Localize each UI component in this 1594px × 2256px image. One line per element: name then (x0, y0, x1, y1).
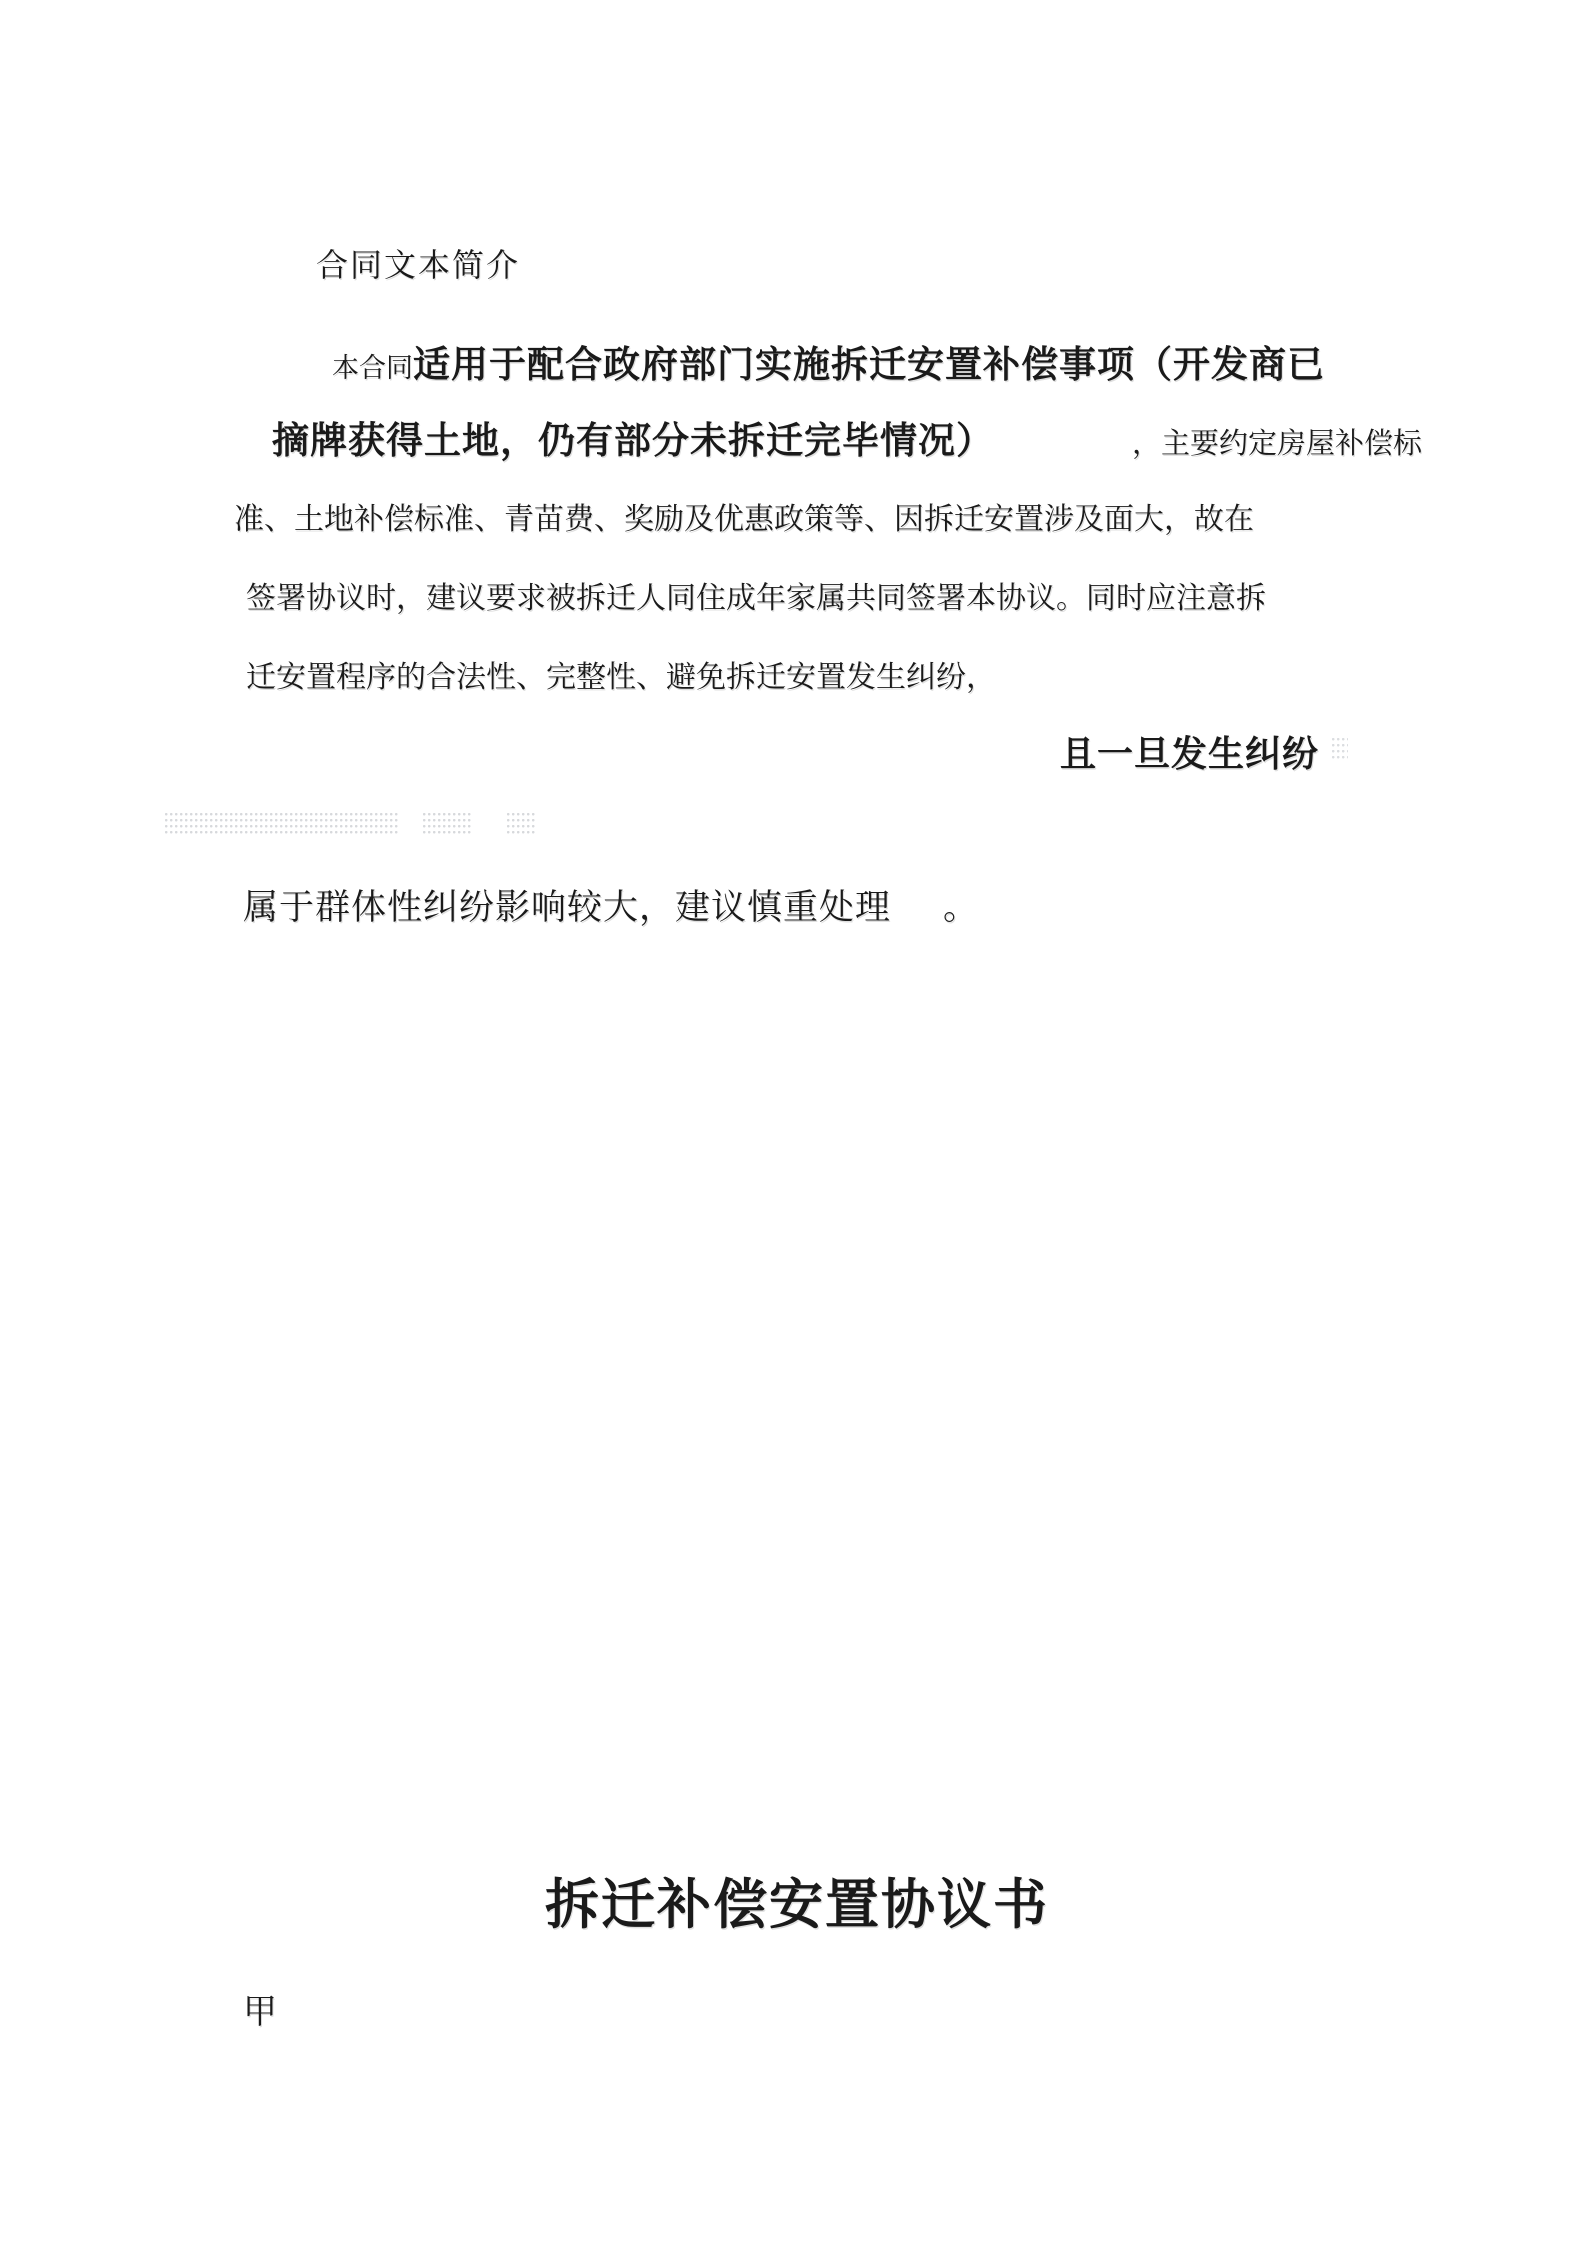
paragraph-line-1-large-text: 适用于配合政府部门实施拆迁安置补偿事项（开发商已 (413, 344, 1325, 385)
paragraph-line-1 (332, 334, 1325, 388)
paragraph-line-7-text: 属于群体性纠纷影响较大，建议慎重处理 (243, 888, 892, 927)
inline-gap (473, 813, 507, 837)
intro-title: 合同文本简介 (316, 247, 521, 283)
paragraph-line-2-small-text: ，主要约定房屋补偿标 (1132, 428, 1423, 460)
faint-text-segment (507, 813, 535, 837)
inline-gap (400, 813, 423, 837)
faint-text-segment (165, 813, 400, 837)
paragraph-line-2-large-text: 摘牌获得土地，仍有部分未拆迁完毕情况） (272, 420, 994, 461)
faint-illegible-text-row (165, 813, 535, 837)
party-a-label: 甲 (243, 1993, 277, 2031)
paragraph-line-6: 且一旦发生纠纷 (1060, 733, 1320, 774)
faint-illegible-mark (1332, 738, 1348, 762)
paragraph-line-7 (243, 880, 979, 930)
paragraph-line-5: 迁安置程序的合法性、完整性、避免拆迁安置发生纠纷， (246, 661, 996, 694)
paragraph-line-4: 签署协议时，建议要求被拆迁人同住成年家属共同签署本协议。同时应注意拆 (246, 582, 1266, 615)
paragraph-line-1-small-text: 本合同 (332, 353, 413, 383)
paragraph-line-3: 准、土地补偿标准、青苗费、奖励及优惠政策等、因拆迁安置涉及面大，故在 (234, 503, 1254, 536)
faint-text-segment (423, 813, 473, 837)
agreement-main-title: 拆迁补偿安置协议书 (545, 1875, 1049, 1935)
paragraph-line-7-period: 。 (943, 888, 980, 927)
paragraph-line-2 (272, 410, 1422, 464)
